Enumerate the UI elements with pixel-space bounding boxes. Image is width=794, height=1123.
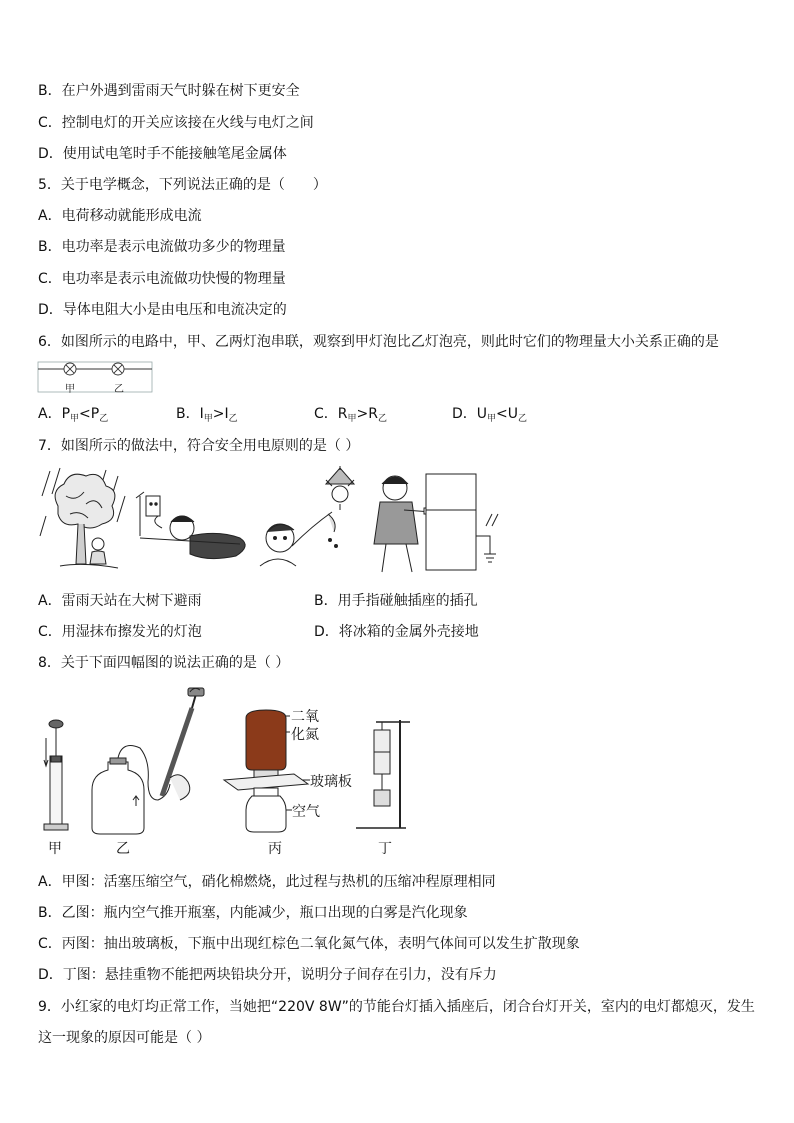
bottle-pump-figure bbox=[92, 688, 204, 834]
q5-option-a: A．电荷移动就能形成电流 bbox=[38, 208, 202, 224]
q8-stem: 8．关于下面四幅图的说法正确的是（ ） bbox=[38, 655, 290, 671]
q6-option-a: A．$P_甲<P_乙$ bbox=[38, 406, 109, 424]
tree-in-rain-figure bbox=[40, 468, 125, 568]
fig-jia-label: 甲 bbox=[48, 841, 62, 857]
glass-plate-label: 玻璃板 bbox=[310, 774, 352, 790]
q7-stem: 7．如图所示的做法中，符合安全用电原则的是（ ） bbox=[38, 438, 360, 454]
q9-stem-line2: 这一现象的原因可能是（ ） bbox=[38, 1030, 211, 1046]
q6-option-b: B．$I_甲>I_乙$ bbox=[176, 406, 238, 424]
fig-bing-label: 丙 bbox=[268, 841, 282, 857]
q4-option-d: D．使用试电笔时手不能接触笔尾金属体 bbox=[38, 146, 287, 162]
q6-stem: 6．如图所示的电路中，甲、乙两灯泡串联，观察到甲灯泡比乙灯泡亮，则此时它们的物理量大小关系正确的是 bbox=[38, 334, 719, 350]
q7-option-d: D．将冰箱的金属外壳接地 bbox=[314, 624, 479, 640]
q7-option-c: C．用湿抹布擦发光的灯泡 bbox=[38, 624, 202, 640]
q5-option-b: B．电功率是表示电流做功多少的物理量 bbox=[38, 239, 286, 255]
girl-refrigerator-ground-figure bbox=[374, 474, 498, 572]
q7-option-b: B．用手指碰触插座的插孔 bbox=[314, 593, 478, 609]
no2-label-line1: 二氧 bbox=[291, 709, 319, 725]
lamp-yi-icon bbox=[112, 363, 124, 375]
q5-stem: 5．关于电学概念，下列说法正确的是（ ） bbox=[38, 177, 327, 193]
q6-option-c: C．$R_甲>R_乙$ bbox=[314, 406, 388, 424]
boy-touching-socket-figure bbox=[136, 492, 245, 559]
q7-option-a: A．雷雨天站在大树下避雨 bbox=[38, 593, 202, 609]
lamp-jia-icon bbox=[64, 363, 76, 375]
lamp-jia-label: 甲 bbox=[65, 384, 75, 395]
q9-stem-line1: 9．小红家的电灯均正常工作，当她把“220V 8W”的节能台灯插入插座后，闭合台灯开关，室内的电灯都熄灭，发生 bbox=[38, 999, 755, 1015]
lead-blocks-stand-figure bbox=[356, 720, 410, 828]
q4-option-c: C．控制电灯的开关应该接在火线与电灯之间 bbox=[38, 115, 314, 131]
q5-option-c: C．电功率是表示电流做功快慢的物理量 bbox=[38, 271, 286, 287]
fig-yi-label: 乙 bbox=[116, 841, 130, 857]
q8-option-d: D．丁图：悬挂重物不能把两块铅块分开，说明分子间存在引力，没有斥力 bbox=[38, 967, 497, 983]
q8-option-c: C．丙图：抽出玻璃板，下瓶中出现红棕色二氧化氮气体，表明气体间可以发生扩散现象 bbox=[38, 936, 580, 952]
fig-ding-label: 丁 bbox=[378, 841, 392, 857]
q4-option-b: B．在户外遇到雷雨天气时躲在树下更安全 bbox=[38, 83, 300, 99]
boy-wiping-lamp-figure bbox=[260, 466, 354, 566]
q6-circuit-figure bbox=[38, 360, 158, 394]
q7-safety-illustration bbox=[40, 466, 500, 578]
q5-option-d: D．导体电阻大小是由电压和电流决定的 bbox=[38, 302, 287, 318]
lamp-yi-label: 乙 bbox=[114, 384, 124, 395]
q8-option-b: B．乙图：瓶内空气推开瓶塞，内能减少，瓶口出现的白雾是汽化现象 bbox=[38, 905, 468, 921]
q8-option-a: A．甲图：活塞压缩空气，硝化棉燃烧，此过程与热机的压缩冲程原理相同 bbox=[38, 874, 496, 890]
no2-label-line2: 化氮 bbox=[291, 727, 319, 743]
q8-four-figures bbox=[40, 686, 420, 846]
air-label: 空气 bbox=[292, 804, 320, 820]
q6-option-d: D．$U_甲<U_乙$ bbox=[452, 406, 528, 424]
piston-cylinder-figure bbox=[44, 720, 68, 830]
